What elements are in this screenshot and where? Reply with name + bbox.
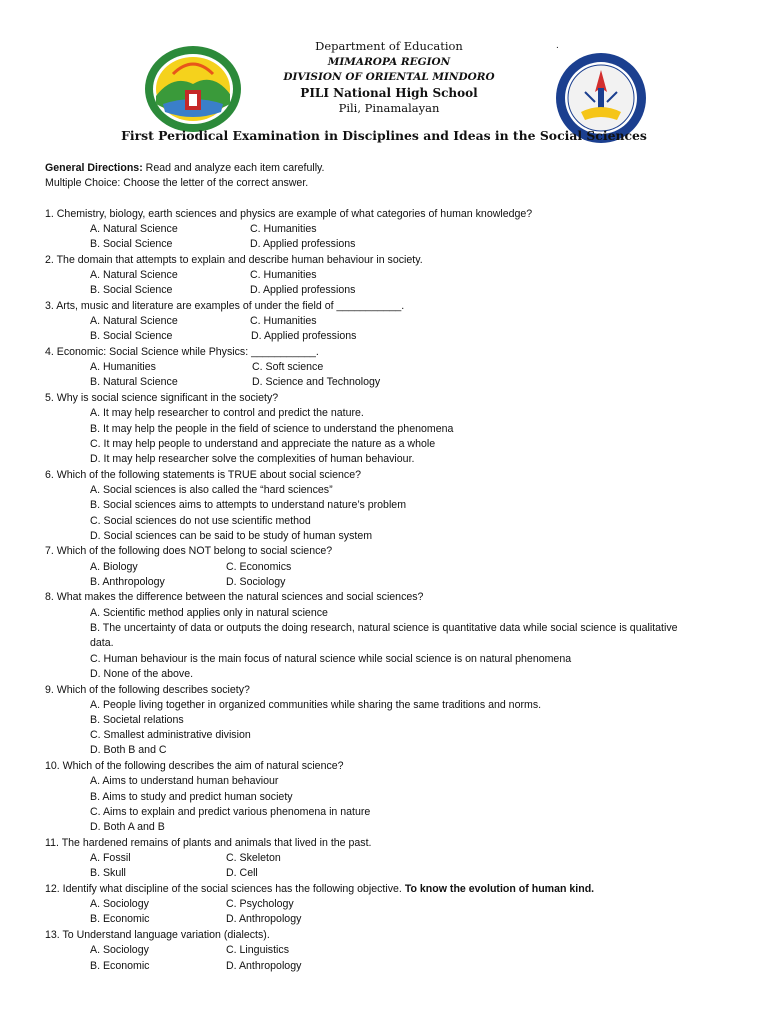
choice-a: A. Fossil (90, 852, 131, 864)
choice-a: A. People living together in organized communities while sharing the same traditions and norms. (90, 699, 542, 711)
choice-d: D. None of the above. (90, 668, 194, 680)
choice-d: D. Sociology (226, 576, 286, 588)
question-text: 11. The hardened remains of plants and animals that lived in the past. (45, 837, 372, 849)
question-text: 2. The domain that attempts to explain and describe human behaviour in society. (45, 254, 423, 266)
question-text: 7. Which of the following does NOT belong to social science? (45, 545, 333, 557)
choice-d: D. Social sciences can be said to be study of human system (90, 530, 373, 542)
choice-c: C. Linguistics (226, 944, 289, 956)
question-text: 5. Why is social science significant in the society? (45, 392, 279, 404)
general-directions (45, 162, 325, 175)
choice-b: B. Aims to study and predict human society (90, 791, 293, 803)
choice-c: C. Psychology (226, 898, 294, 910)
choice-d: D. Anthropology (226, 913, 302, 925)
choice-d: D. Cell (226, 867, 258, 879)
school-seal-logo (143, 44, 243, 134)
choice-d: D. Applied professions (251, 330, 357, 342)
choice-b: B. It may help the people in the field of science to understand the phenomena (90, 423, 454, 435)
choice-c: C. Economics (226, 561, 292, 573)
directions-text: Read and analyze each item carefully. (142, 162, 325, 174)
choice-d: D. Anthropology (226, 960, 302, 972)
choice-b: B. Social Science (90, 330, 173, 342)
choice-b: B. The uncertainty of data or outputs the doing research, natural science is quantitative data while social science is qualitative (90, 622, 678, 634)
question-text: 3. Arts, music and literature are examples of under the field of ___________. (45, 300, 405, 312)
choice-b-continued: data. (90, 637, 114, 649)
choice-d: D. It may help researcher solve the complexities of human behaviour. (90, 453, 415, 465)
division-name: DIVISION OF ORIENTAL MINDORO (283, 71, 495, 83)
choice-c: C. Human behaviour is the main focus of natural science while social science is on natural phenomena (90, 653, 572, 665)
choice-b: B. Anthropology (90, 576, 165, 588)
choice-a: A. Sociology (90, 944, 149, 956)
choice-a: A. It may help researcher to control and predict the nature. (90, 407, 364, 419)
school-header (250, 39, 528, 117)
choice-b: B. Natural Science (90, 376, 178, 388)
choice-c: C. Social sciences do not use scientific method (90, 515, 311, 527)
choice-c: C. It may help people to understand and appreciate the nature as a whole (90, 438, 436, 450)
choice-d: D. Applied professions (250, 284, 356, 296)
choice-d: D. Science and Technology (252, 376, 381, 388)
choice-a: A. Biology (90, 561, 138, 573)
choice-d: D. Both B and C (90, 744, 167, 756)
choice-b: B. Social Science (90, 238, 173, 250)
choice-a: A. Aims to understand human behaviour (90, 775, 279, 787)
choice-c: C. Smallest administrative division (90, 729, 251, 741)
question-text: 10. Which of the following describes the aim of natural science? (45, 760, 344, 772)
choice-a: A. Scientific method applies only in natural science (90, 607, 328, 619)
choice-b: B. Social Science (90, 284, 173, 296)
question-text: 1. Chemistry, biology, earth sciences and physics are example of what categories of human knowledge? (45, 208, 533, 220)
choice-c: C. Skeleton (226, 852, 281, 864)
question-text: 4. Economic: Social Science while Physics: ___________. (45, 346, 319, 358)
choice-a: A. Natural Science (90, 269, 178, 281)
region-name: MIMAROPA REGION (327, 55, 451, 68)
choice-d: D. Applied professions (250, 238, 356, 250)
choice-c: C. Humanities (250, 223, 317, 235)
stray-dot: . (556, 40, 559, 51)
choice-b: B. Skull (90, 867, 126, 879)
choice-a: A. Sociology (90, 898, 149, 910)
question-text: 8. What makes the difference between the natural sciences and social sciences? (45, 591, 424, 603)
choice-a: A. Humanities (90, 361, 156, 373)
question-prompt: 12. Identify what discipline of the social sciences has the following objective. (45, 883, 405, 895)
school-location: Pili, Pinamalayan (338, 101, 440, 115)
question-text: 6. Which of the following statements is TRUE about social science? (45, 469, 362, 481)
choice-c: C. Humanities (250, 269, 317, 281)
exam-title: First Periodical Examination in Disciplines and Ideas in the Social Sciences (121, 128, 647, 143)
choice-a: A. Natural Science (90, 315, 178, 327)
multiple-choice-instruction: Multiple Choice: Choose the letter of the correct answer. (45, 177, 309, 189)
choice-a: A. Social sciences is also called the “hard sciences” (90, 484, 333, 496)
choice-d: D. Both A and B (90, 821, 165, 833)
choice-c: C. Humanities (250, 315, 317, 327)
choice-b: B. Societal relations (90, 714, 184, 726)
choice-b: B. Economic (90, 913, 150, 925)
choice-a: A. Natural Science (90, 223, 178, 235)
choice-c: C. Soft science (252, 361, 324, 373)
choice-c: C. Aims to explain and predict various phenomena in nature (90, 806, 371, 818)
choice-b: B. Social sciences aims to attempts to understand nature’s problem (90, 499, 407, 511)
school-name: PILI National High School (300, 85, 478, 100)
question-text: 9. Which of the following describes society? (45, 684, 250, 696)
department-name: Department of Education (315, 39, 463, 53)
directions-label: General Directions: (45, 162, 143, 174)
question-text (45, 883, 594, 896)
question-objective: To know the evolution of human kind. (404, 883, 595, 895)
choice-b: B. Economic (90, 960, 150, 972)
question-text: 13. To Understand language variation (dialects). (45, 929, 270, 941)
